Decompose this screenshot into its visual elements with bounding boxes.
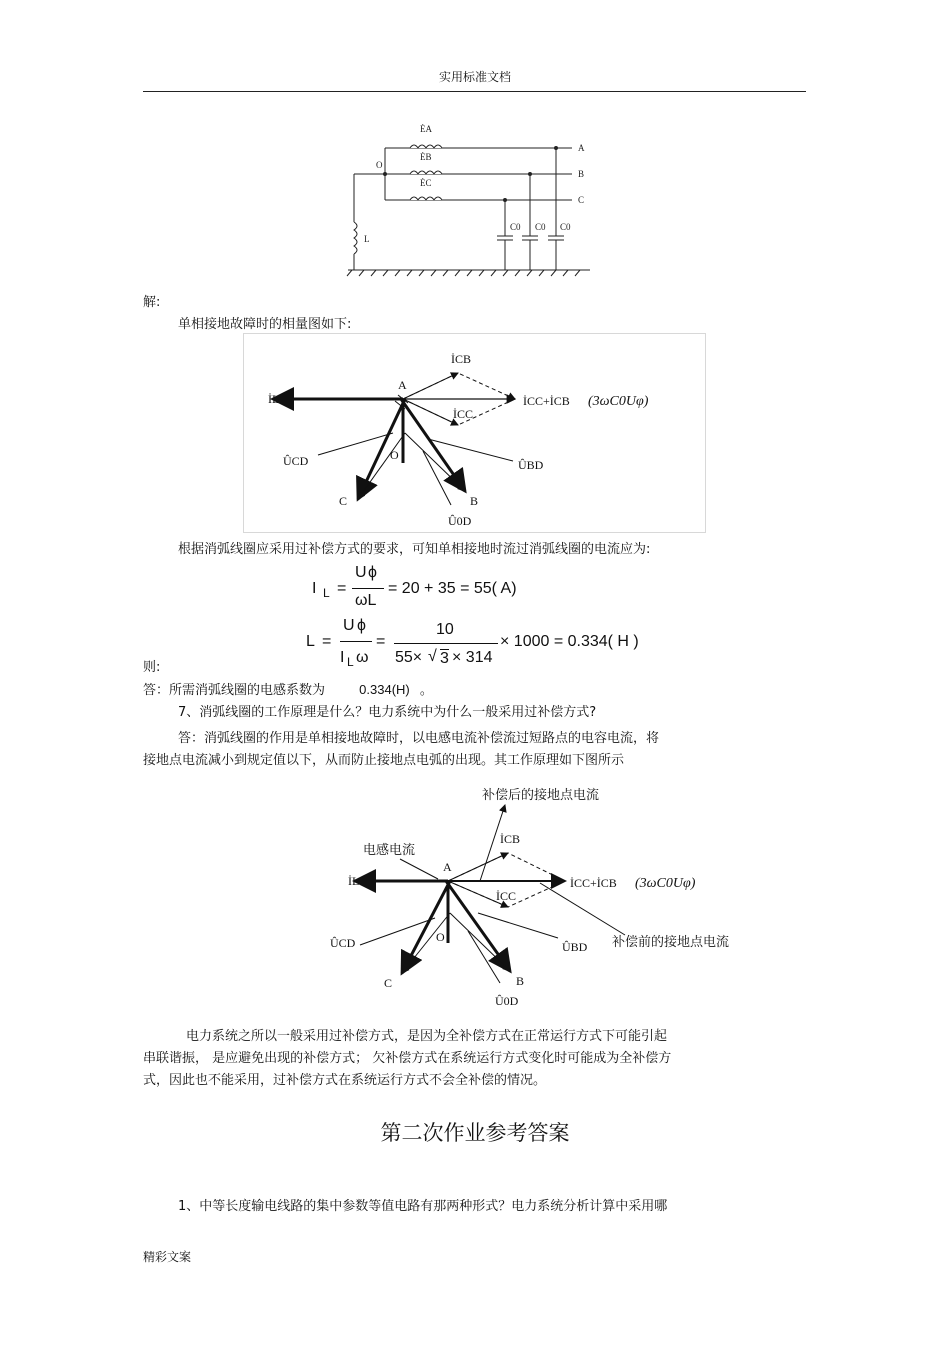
header-rule xyxy=(143,91,806,92)
circuit-diagram xyxy=(340,112,600,284)
paragraph-line-2: 串联谐振， 是应避免出现的补偿方式； 欠补偿方式在系统运行方式变化时可能成为全补偿方 xyxy=(143,1051,672,1066)
icc-label-2: İCC xyxy=(496,889,517,903)
node-o-label: O xyxy=(390,448,399,462)
eq2-num-sym: ϕ xyxy=(357,617,366,634)
sum-expr-label: (3ωC0Uφ) xyxy=(588,394,649,409)
answer-value: 0.334(H) xyxy=(359,682,410,697)
eq2-rhs: × 1000 = 0.334( H ) xyxy=(500,633,639,650)
eq2-frac2-den-b: × 314 xyxy=(452,649,493,666)
answer-label: 答：所需消弧线圈的电感系数为 xyxy=(143,683,326,698)
eq2-den-end: ω xyxy=(356,649,369,666)
answer-text xyxy=(143,679,433,698)
answer-7-line-2: 接地点电流减小到规定值以下，从而防止接地点电弧的出现。其工作原理如下图所示 xyxy=(143,753,625,768)
emf-a-label: ĖA xyxy=(420,124,432,134)
question-7: 7、消弧线圈的工作原理是什么？电力系统中为什么一般采用过补偿方式? xyxy=(178,705,597,720)
inductor-label: L xyxy=(364,234,370,244)
eq2-num: U xyxy=(343,617,355,634)
eq1-fraction-bar xyxy=(352,588,384,589)
answer-end: 。 xyxy=(419,683,433,698)
cap-label-3: C0 xyxy=(560,222,571,232)
icc-label: İCC xyxy=(453,407,474,421)
ucd-label: ÛCD xyxy=(283,454,309,468)
equation-1: I L = U ϕ ωL = 20 + 35 = 55( A) xyxy=(312,564,517,609)
eq1-num-sym: ϕ xyxy=(368,564,377,581)
node-o-label-2: O xyxy=(436,930,445,944)
node-b-label: B xyxy=(470,494,479,508)
u0d-label: Û0D xyxy=(448,514,472,528)
cap-label-2: C0 xyxy=(535,222,546,232)
node-c-label-2: C xyxy=(384,976,393,990)
answer-7-line-1: 答：消弧线圈的作用是单相接地故障时，以电感电流补偿流过短路点的电容电流，将 xyxy=(178,731,660,746)
page-header: 实用标准文档 xyxy=(438,70,511,84)
phasor-intro: 单相接地故障时的相量图如下: xyxy=(178,317,352,332)
according-text: 根据消弧线圈应采用过补偿方式的要求，可知单相接地时流过消弧线圈的电流应为: xyxy=(178,542,651,557)
il-label: İL xyxy=(268,392,280,406)
then-label: 则: xyxy=(143,660,161,675)
eq2-den-sub: L xyxy=(347,655,354,669)
eq2-fraction-bar-2 xyxy=(394,643,498,644)
eq2-frac2-num: 10 xyxy=(436,621,454,638)
after-comp-label: 补偿后的接地点电流 xyxy=(482,787,600,802)
u0d-label-2: Û0D xyxy=(495,994,519,1008)
icb-label: İCB xyxy=(451,352,472,366)
emf-b-label: ĖB xyxy=(420,152,432,162)
node-c-label: C xyxy=(339,494,348,508)
eq1-lhs-sub: L xyxy=(323,586,330,600)
page-footer: 精彩文案 xyxy=(143,1250,192,1264)
eq1-num: U xyxy=(355,564,367,581)
node-o-label: O xyxy=(376,160,383,170)
question-1: 1、中等长度输电线路的集中参数等值电路有那两种形式？电力系统分析计算中采用哪 xyxy=(178,1199,668,1214)
emf-c-label: ĖC xyxy=(420,178,432,188)
cap-label-1: C0 xyxy=(510,222,521,232)
icb-label-2: İCB xyxy=(500,832,521,846)
section-title: 第二次作业参考答案 xyxy=(380,1121,570,1145)
sum-label-2: İCC+İCB xyxy=(570,876,617,890)
phase-c-label: C xyxy=(578,195,585,205)
node-a-label: A xyxy=(398,378,407,392)
eq2-frac2-sqrt: 3 xyxy=(440,650,449,667)
phasor-diagram-2 xyxy=(330,783,770,1018)
phase-a-label: A xyxy=(578,143,585,153)
phasor-diagram-1 xyxy=(243,333,705,533)
eq2-fraction-bar-1 xyxy=(340,641,372,642)
il-label-2: İL xyxy=(348,874,360,888)
sum-label: İCC+İCB xyxy=(523,394,570,408)
ubd-label: ÛBD xyxy=(518,458,544,472)
equation-2: L = U ϕ I L ω = 10 55× √ 3 × 314 × 1000 = 0.334( H ) xyxy=(306,617,639,669)
eq2-lhs: L xyxy=(306,633,315,650)
node-a-label-2: A xyxy=(443,860,452,874)
eq2-frac2-den-a: 55× xyxy=(395,649,423,666)
ubd-label-2: ÛBD xyxy=(562,940,588,954)
solve-label: 解: xyxy=(143,295,161,310)
inductive-current-label: 电感电流 xyxy=(363,842,416,857)
paragraph-line-1: 电力系统之所以一般采用过补偿方式，是因为全补偿方式在正常运行方式下可能引起 xyxy=(186,1029,668,1044)
phase-b-label: B xyxy=(578,169,585,179)
ucd-label-2: ÛCD xyxy=(330,936,356,950)
eq1-rhs: = 20 + 35 = 55( A) xyxy=(388,580,517,597)
eq1-lhs: I xyxy=(312,580,317,597)
eq1-den: ωL xyxy=(355,592,377,609)
paragraph-line-3: 式，因此也不能采用，过补偿方式在系统运行方式不会全补偿的情况。 xyxy=(143,1073,547,1088)
node-b-label-2: B xyxy=(516,974,525,988)
sum-expr-label-2: (3ωC0Uφ) xyxy=(635,876,696,891)
before-comp-label: 补偿前的接地点电流 xyxy=(612,934,730,949)
eq2-den: I xyxy=(340,649,345,666)
